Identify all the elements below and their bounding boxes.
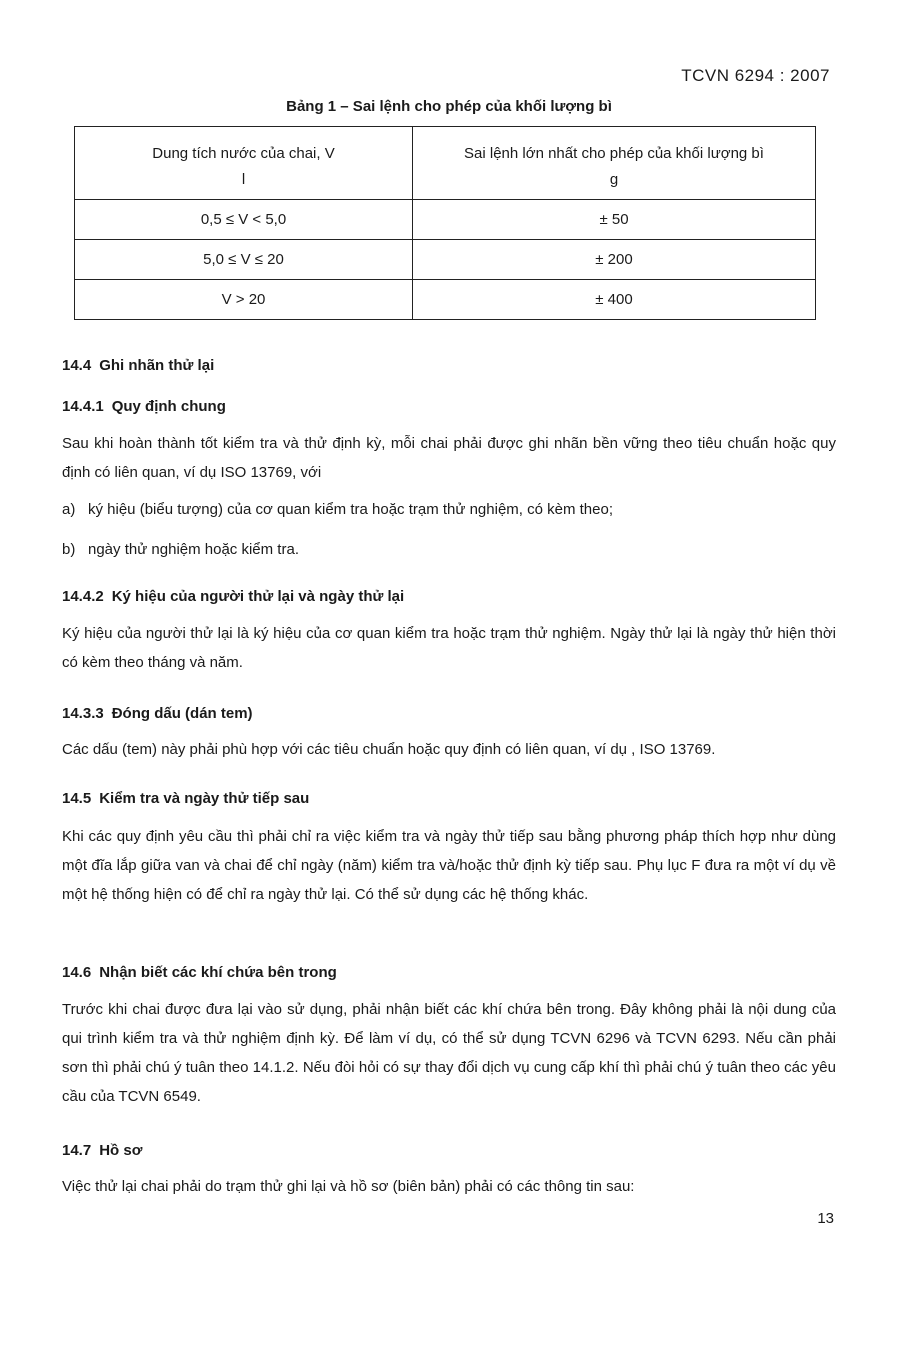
page-number: 13 — [817, 1210, 834, 1227]
table-caption: Bảng 1 – Sai lệnh cho phép của khối lượng bì — [286, 98, 612, 115]
paragraph-14-7: Việc thử lại chai phải do trạm thử ghi lại và hồ sơ (biên bản) phải có các thông tin sau: — [62, 1178, 635, 1195]
table-header-tolerance — [413, 127, 816, 200]
section-title: Hồ sơ — [99, 1142, 143, 1159]
table-cell-tolerance: ± 400 — [413, 280, 816, 320]
section-number: 14.3.3 — [62, 705, 104, 722]
list-item-mark: a) — [62, 501, 76, 518]
tolerance-header-label: Sai lệnh lớn nhất cho phép của khối lượng bì — [464, 145, 764, 162]
section-number: 14.4.2 — [62, 588, 104, 605]
paragraph-14-4-2: Ký hiệu của người thử lại là ký hiệu của cơ quan kiểm tra hoặc trạm thử nghiệm. Ngày thử lại là ngày thử hiện thời có kèm theo tháng và năm. — [62, 625, 836, 671]
paragraph-14-5: Khi các quy định yêu cầu thì phải chỉ ra việc kiểm tra và ngày thử tiếp sau bằng phương pháp thích hợp như dùng một đĩa lắp giữa van và chai để chỉ ngày (năm) kiểm tra và/hoặc thử định kỳ tiếp sau. Phụ lục F đưa ra một ví dụ về một hệ thống hiện có để chỉ ra ngày thử lại. Có thể sử dụng các hệ thống khác. — [62, 828, 836, 903]
table-cell-range: 5,0 ≤ V ≤ 20 — [75, 240, 413, 280]
table-row — [75, 280, 816, 320]
section-number: 14.4 — [62, 357, 92, 374]
section-number: 14.6 — [62, 964, 92, 981]
paragraph-14-4-1: Sau khi hoàn thành tốt kiểm tra và thử định kỳ, mỗi chai phải được ghi nhãn bền vững theo tiêu chuẩn hoặc quy định có liên quan, ví dụ ISO 13769, với — [62, 435, 836, 481]
section-title: Quy định chung — [111, 398, 226, 415]
paragraph-14-3-3: Các dấu (tem) này phải phù hợp với các tiêu chuẩn hoặc quy định có liên quan, ví dụ , ISO 13769. — [62, 741, 716, 758]
capacity-header-unit: l — [241, 171, 246, 188]
list-item-mark: b) — [62, 541, 76, 558]
section-title: Đóng dấu (dán tem) — [111, 705, 253, 722]
section-number: 14.4.1 — [62, 398, 104, 415]
list-item — [62, 501, 613, 518]
table-row — [75, 240, 816, 280]
table-header-capacity — [75, 127, 413, 200]
list-item — [62, 541, 299, 558]
capacity-header-label: Dung tích nước của chai, V — [152, 145, 335, 162]
section-title: Nhận biết các khí chứa bên trong — [99, 964, 337, 981]
tolerance-header-unit: g — [609, 171, 619, 188]
table-row — [75, 200, 816, 240]
table-header-row — [75, 127, 816, 200]
section-heading-14-4 — [62, 357, 214, 374]
table-cell-range: V > 20 — [75, 280, 413, 320]
section-title: Ghi nhãn thử lại — [99, 357, 215, 374]
section-heading-14-4-1 — [62, 398, 226, 415]
table-cell-tolerance: ± 200 — [413, 240, 816, 280]
table-cell-range: 0,5 ≤ V < 5,0 — [75, 200, 413, 240]
list-item-text: ngày thử nghiệm hoặc kiểm tra. — [88, 541, 299, 558]
section-heading-14-7 — [62, 1142, 142, 1159]
tolerance-table — [74, 126, 816, 320]
table-cell-tolerance: ± 50 — [413, 200, 816, 240]
section-title: Kiểm tra và ngày thử tiếp sau — [99, 790, 310, 807]
section-heading-14-5 — [62, 790, 309, 807]
standard-code: TCVN 6294 : 2007 — [681, 66, 830, 85]
section-number: 14.5 — [62, 790, 92, 807]
section-heading-14-4-2 — [62, 588, 404, 605]
section-heading-14-3-3 — [62, 705, 253, 722]
section-number: 14.7 — [62, 1142, 92, 1159]
section-title: Ký hiệu của người thử lại và ngày thử lại — [111, 588, 405, 605]
list-item-text: ký hiệu (biểu tượng) của cơ quan kiểm tra hoặc trạm thử nghiệm, có kèm theo; — [88, 501, 613, 518]
paragraph-14-6: Trước khi chai được đưa lại vào sử dụng, phải nhận biết các khí chứa bên trong. Đây không phải là nội dung của qui trình kiểm tra và thử nghiệm định kỳ. Để làm ví dụ, có thể sử dụng TCVN 6296 và TCVN 6293. Nếu cần phải sơn thì phải chú ý tuân theo 14.1.2. Nếu đòi hỏi có sự thay đổi dịch vụ cung cấp khí thì phải chú ý tuân theo các yêu cầu của TCVN 6549. — [62, 1001, 836, 1105]
section-heading-14-6 — [62, 964, 337, 981]
